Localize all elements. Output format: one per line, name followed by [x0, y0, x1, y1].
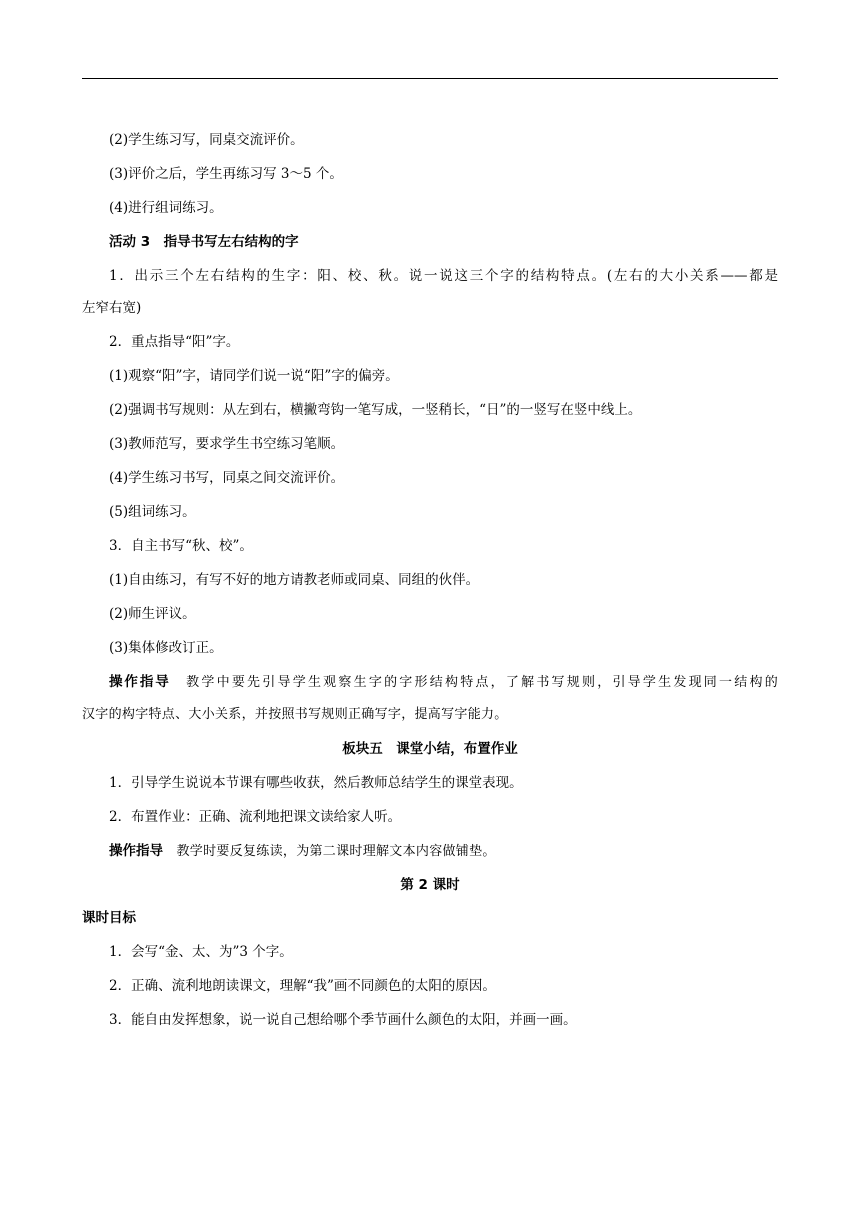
text-line: 2．布置作业：正确、流利地把课文读给家人听。	[109, 809, 402, 825]
guidance-paragraph	[82, 841, 778, 862]
guidance-paragraph	[82, 672, 778, 693]
text-line: 左窄右宽)	[82, 300, 142, 316]
text-line: (2)强调书写规则：从左到右，横撇弯钩一笔写成，一竖稍长，“日”的一竖写在竖中线上。	[109, 402, 642, 418]
header-rule	[82, 78, 778, 79]
text-line: 2．重点指导“阳”字。	[109, 334, 240, 350]
text-line: (1)观察“阳”字，请同学们说一说“阳”字的偏旁。	[109, 368, 399, 384]
text-line: (3)集体修改订正。	[109, 640, 223, 656]
text-line: (4)进行组词练习。	[109, 200, 223, 216]
text-line: 2．正确、流利地朗读课文，理解“我”画不同颜色的太阳的原因。	[109, 978, 496, 994]
guidance-text: 教学中要先引导学生观察生字的字形结构特点，了解书写规则，引导学生发现同一结构的	[186, 675, 779, 690]
text-line: 1．引导学生说说本节课有哪些收获，然后教师总结学生的课堂表现。	[109, 775, 523, 791]
text-line: (1)自由练习，有写不好的地方请教老师或同桌、同组的伙伴。	[109, 572, 480, 588]
text-line: 1．会写“金、太、为”3 个字。	[109, 944, 293, 960]
text-line: 3．自主书写“秋、校”。	[109, 538, 253, 554]
objectives-heading: 课时目标	[82, 910, 136, 926]
section-heading: 板块五 课堂小结，布置作业	[342, 741, 518, 757]
text-line: (2)师生评议。	[109, 606, 196, 622]
guidance-label: 操作指导	[109, 674, 171, 690]
text-line: (3)教师范写，要求学生书空练习笔顺。	[109, 436, 345, 452]
guidance-text: 汉字的构字特点、大小关系，并按照书写规则正确写字，提高写字能力。	[82, 707, 508, 722]
text-line: 1．出示三个左右结构的生字：阳、校、秋。说一说这三个字的结构特点。(左右的大小关系——都是	[109, 268, 778, 284]
text-line: (5)组词练习。	[109, 504, 196, 520]
text-line: (4)学生练习书写，同桌之间交流评价。	[109, 470, 345, 486]
text-line: 3．能自由发挥想象，说一说自己想给哪个季节画什么颜色的太阳，并画一画。	[109, 1012, 577, 1028]
guidance-label: 操作指导	[109, 843, 163, 859]
lesson-title: 第 2 课时	[400, 877, 460, 893]
text-line: (3)评价之后，学生再练习写 3～5 个。	[109, 166, 343, 182]
text-line: (2)学生练习写，同桌交流评价。	[109, 132, 304, 148]
guidance-text: 教学时要反复练读，为第二课时理解文本内容做铺垫。	[176, 844, 496, 859]
activity-heading: 活动 3 指导书写左右结构的字	[109, 234, 299, 250]
